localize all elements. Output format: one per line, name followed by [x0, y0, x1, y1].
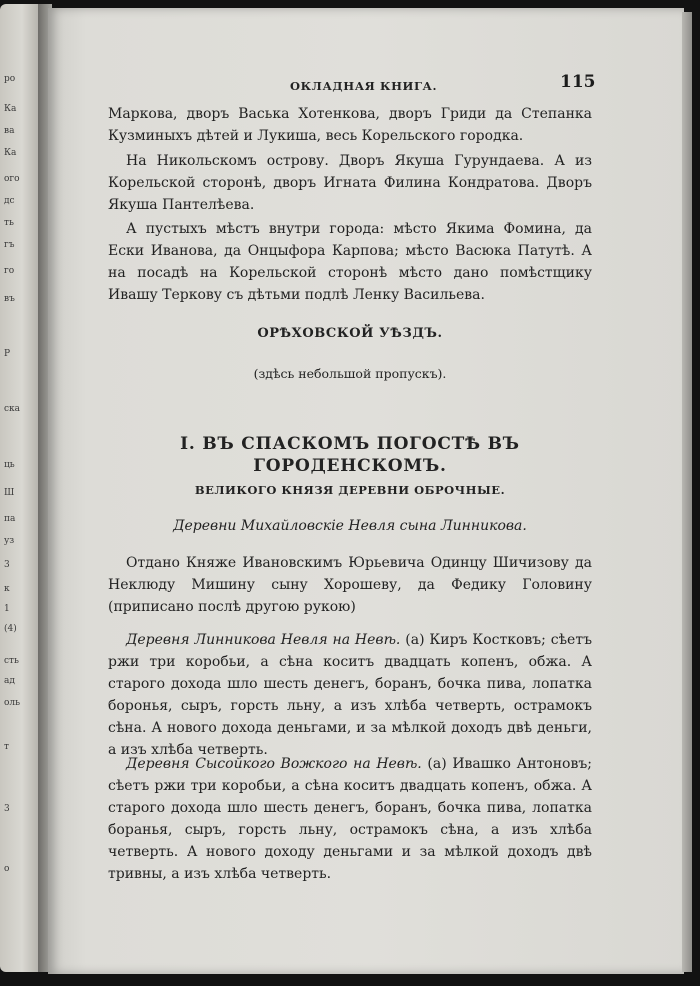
left-page-fragment: ць: [4, 460, 15, 470]
left-page-fragment: к: [4, 584, 10, 594]
page-edge: [682, 12, 692, 972]
left-page-fragment: Ка: [4, 104, 17, 114]
left-page-fragment: уз: [4, 536, 15, 546]
left-page-fragment: го: [4, 266, 15, 276]
left-page-fragment: гъ: [4, 240, 15, 250]
left-page-fragment: ска: [4, 404, 21, 414]
village-name: Деревня Линникова Невля на Невѣ.: [126, 632, 401, 648]
paragraph-text: [108, 753, 592, 885]
left-page-fragment: Р: [4, 349, 11, 359]
small-note: (здѣсь небольшой пропускъ).: [253, 366, 447, 381]
paragraph-6: [108, 753, 592, 885]
paragraph-text: [108, 629, 592, 761]
left-page-fragment: (4): [4, 624, 17, 634]
paragraph-text: На Никольскомъ острову. Дворъ Якуша Гурундаева. А из Корельской сторонѣ, дворъ Игната Филина Кондратова. Дворъ Якуша Пантелѣева.: [108, 153, 592, 213]
chapter-heading: I. ВЪ СПАСКОМЪ ПОГОСТѢ ВЪ ГОРОДЕНСКОМЪ.: [180, 434, 520, 476]
left-page-fragment: 3: [4, 804, 10, 814]
left-page-fragment: въ: [4, 294, 15, 304]
paragraph-text: Маркова, дворъ Васька Хотенкова, дворъ Гриди да Степанка Кузминыхъ дѣтей и Лукиша, весь Корельского городка.: [108, 106, 592, 144]
italic-heading: Деревни Михайловскіе Невля сына Линникова.: [173, 518, 527, 534]
left-page-fragment: оль: [4, 698, 21, 708]
left-page-fragment: Ш: [4, 488, 15, 498]
paragraph-3: [108, 218, 592, 306]
left-page-fragment: ть: [4, 218, 14, 228]
section-title: ОРѢХОВСКОЙ УѢЗДЪ.: [257, 326, 443, 341]
running-head: ОКЛАДНАЯ КНИГА.: [290, 79, 438, 93]
paragraph-2: [108, 150, 592, 216]
paragraph-4: [108, 552, 592, 618]
left-page-fragment: сть: [4, 656, 19, 666]
page-number: 115: [560, 72, 596, 92]
left-page-fragment: дс: [4, 196, 15, 206]
left-page-fragment: 1: [4, 604, 10, 614]
left-page-fragment: ад: [4, 676, 15, 686]
village-name: Деревня Сысойкого Вожкого на Невѣ.: [126, 756, 422, 772]
paragraph-body: (а) Ивашко Антоновъ; сѣетъ ржи три коробьи, а сѣна коситъ двадцать копенъ, обжа. А старого дохода шло шесть денегъ, боранъ, бочка пива, лопатка боранья, сыръ, горсть льну, остpамокъ сѣна, а изъ хлѣба четверть. А нового доходу деньгами и за мѣлкой доходъ двѣ тривны, а изъ хлѣба четверть.: [108, 756, 592, 882]
paragraph-text: Отдано Княже Ивановскимъ Юрьевича Одинцу Шичизову да Неклюду Мишину сыну Хорошеву, да Федику Головину (приписано послѣ другою рукою): [108, 555, 592, 615]
left-page-fragment: ого: [4, 174, 20, 184]
subheading: ВЕЛИКОГО КНЯЗЯ ДЕРЕВНИ ОБРОЧНЫЕ.: [194, 483, 506, 497]
left-page-fragment: ро: [4, 74, 16, 84]
left-page-edge: [0, 4, 40, 972]
left-page-fragment: па: [4, 514, 16, 524]
left-page-fragment: Ка: [4, 148, 17, 158]
paragraph-text: А пустыхъ мѣстъ внутри города: мѣсто Якима Фомина, да Ески Иванова, да Онцыфора Карпова; мѣсто Васюка Патутѣ. А на посадѣ на Корельской сторонѣ мѣсто дано помѣстщику Ивашу Теркову съ дѣтьми подлѣ Ленку Васильева.: [108, 221, 592, 303]
paragraph-body: (а) Киръ Костковъ; сѣетъ ржи три коробьи, а сѣна коситъ двадцать копенъ, обжа. А старого дохода шло шесть денегъ, боранъ, бочка пива, лопатка боронья, сыръ, горсть льну, а изъ хлѣба четверть, остpамокъ сѣна. А нового дохода деньгами, и за мѣлкой доходъ двѣ деньги, а изъ хлѣба четверть.: [108, 632, 592, 758]
left-page-fragment: ва: [4, 126, 15, 136]
paragraph-1: [108, 103, 592, 147]
left-page-fragment: 3: [4, 560, 10, 570]
left-page-fragment: о: [4, 864, 10, 874]
left-page-fragment: т: [4, 742, 9, 752]
paragraph-5: [108, 629, 592, 761]
